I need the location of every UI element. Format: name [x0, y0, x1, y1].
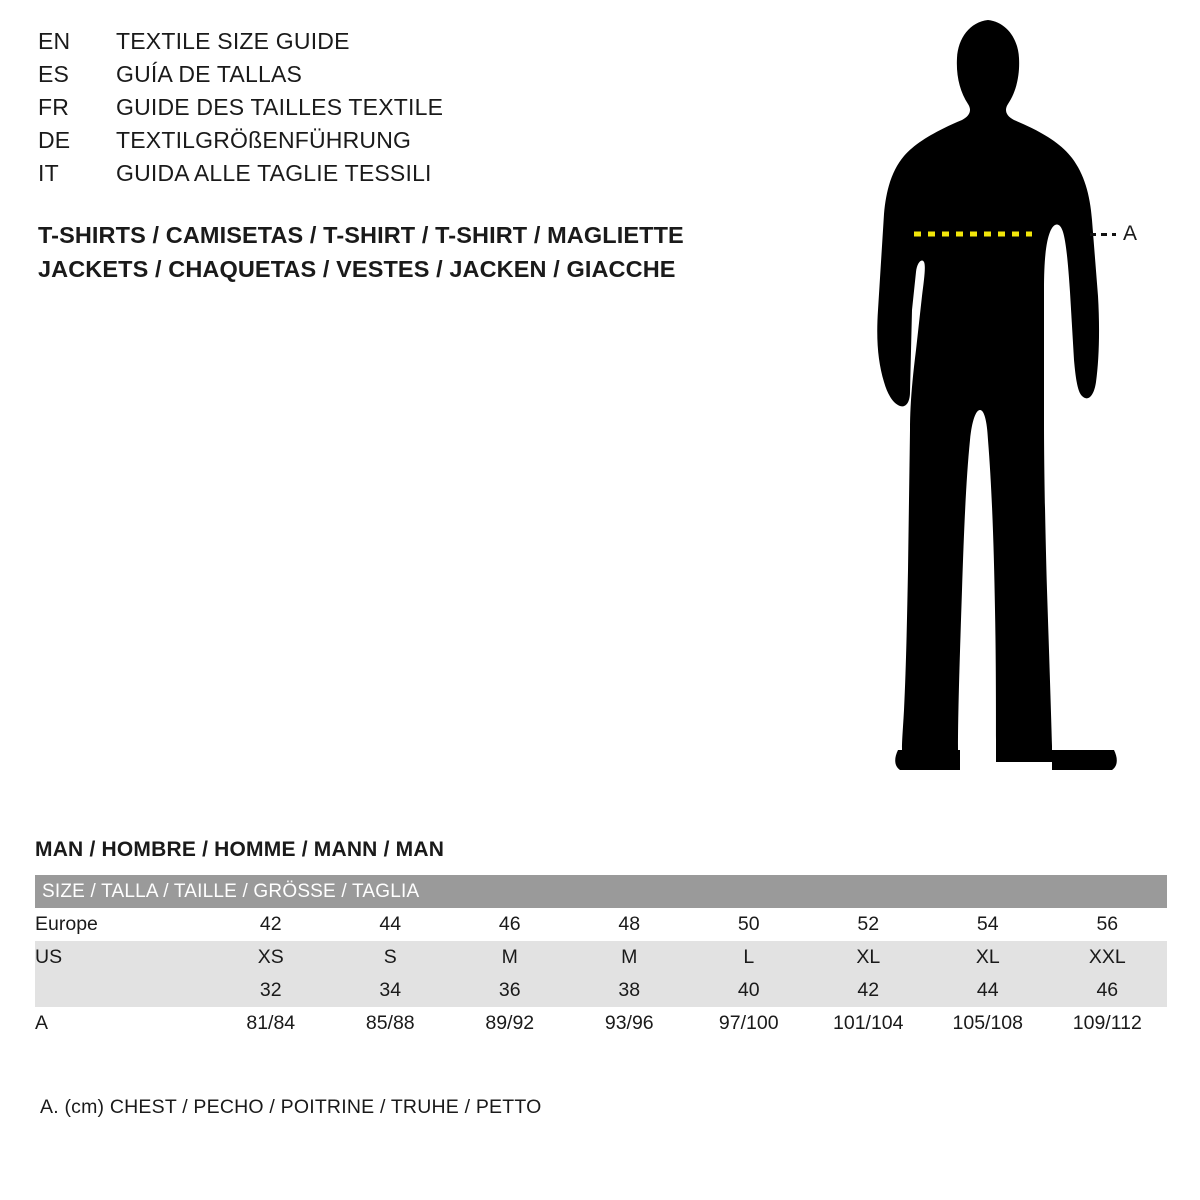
- language-title: GUIDE DES TAILLES TEXTILE: [116, 94, 444, 120]
- cell-value: 81/84: [211, 1007, 331, 1040]
- language-row: [38, 61, 758, 94]
- language-code: DE: [38, 127, 71, 153]
- cell-value: 44: [928, 974, 1048, 1007]
- table-header-label: SIZE / TALLA / TAILLE / GRÖSSE / TAGLIA: [35, 875, 1167, 908]
- cell-value: 46: [450, 908, 570, 941]
- cell-value: 32: [211, 974, 331, 1007]
- cell-value: XS: [211, 941, 331, 974]
- cell-value: 48: [570, 908, 690, 941]
- cell-value: M: [570, 941, 690, 974]
- language-row: [38, 127, 758, 160]
- cell-value: L: [689, 941, 809, 974]
- table-footnote: A. (cm) CHEST / PECHO / POITRINE / TRUHE / PETTO: [40, 1096, 542, 1118]
- row-label: [35, 974, 211, 1007]
- language-row: [38, 160, 758, 193]
- chest-leader-line: [1090, 233, 1116, 236]
- language-code: ES: [38, 61, 70, 87]
- cell-value: 36: [450, 974, 570, 1007]
- table-row: [35, 1007, 1167, 1040]
- body-silhouette-figure: [820, 10, 1180, 800]
- cell-value: S: [331, 941, 451, 974]
- cell-value: XXL: [1048, 941, 1168, 974]
- cell-value: 44: [331, 908, 451, 941]
- language-title: TEXTILE SIZE GUIDE: [116, 28, 350, 54]
- language-row: [38, 28, 758, 61]
- language-row: [38, 94, 758, 127]
- cell-value: 54: [928, 908, 1048, 941]
- table-row: [35, 908, 1167, 941]
- cell-value: 105/108: [928, 1007, 1048, 1040]
- silhouette-shape: [877, 20, 1117, 770]
- size-table: [35, 875, 1167, 1040]
- language-title: GUÍA DE TALLAS: [116, 61, 303, 87]
- cell-value: XL: [928, 941, 1048, 974]
- row-label: A: [35, 1007, 211, 1040]
- cell-value: XL: [809, 941, 929, 974]
- cell-value: 50: [689, 908, 809, 941]
- cell-value: 89/92: [450, 1007, 570, 1040]
- language-code: IT: [38, 160, 59, 186]
- category-list: [38, 218, 798, 286]
- cell-value: 38: [570, 974, 690, 1007]
- language-title: GUIDA ALLE TAGLIE TESSILI: [116, 160, 432, 186]
- cell-value: 85/88: [331, 1007, 451, 1040]
- cell-value: 93/96: [570, 1007, 690, 1040]
- cell-value: 42: [211, 908, 331, 941]
- row-label: US: [35, 941, 211, 974]
- table-row: [35, 941, 1167, 974]
- cell-value: 101/104: [809, 1007, 929, 1040]
- table-row: [35, 974, 1167, 1007]
- cell-value: 46: [1048, 974, 1168, 1007]
- cell-value: 40: [689, 974, 809, 1007]
- cell-value: M: [450, 941, 570, 974]
- category-tshirts: T-SHIRTS / CAMISETAS / T-SHIRT / T-SHIRT / MAGLIETTE: [38, 222, 684, 248]
- chest-measure-label: A: [1123, 222, 1138, 245]
- size-table-section: [35, 838, 1167, 1040]
- language-code: FR: [38, 94, 70, 120]
- table-group-title: MAN / HOMBRE / HOMME / MANN / MAN: [35, 838, 445, 861]
- language-code: EN: [38, 28, 71, 54]
- table-header-row: [35, 875, 1167, 908]
- language-title: TEXTILGRÖßENFÜHRUNG: [116, 127, 412, 153]
- cell-value: 97/100: [689, 1007, 809, 1040]
- category-jackets: JACKETS / CHAQUETAS / VESTES / JACKEN / GIACCHE: [38, 256, 676, 282]
- cell-value: 56: [1048, 908, 1168, 941]
- cell-value: 42: [809, 974, 929, 1007]
- cell-value: 109/112: [1048, 1007, 1168, 1040]
- cell-value: 34: [331, 974, 451, 1007]
- language-list: [38, 28, 758, 193]
- row-label: Europe: [35, 908, 211, 941]
- cell-value: 52: [809, 908, 929, 941]
